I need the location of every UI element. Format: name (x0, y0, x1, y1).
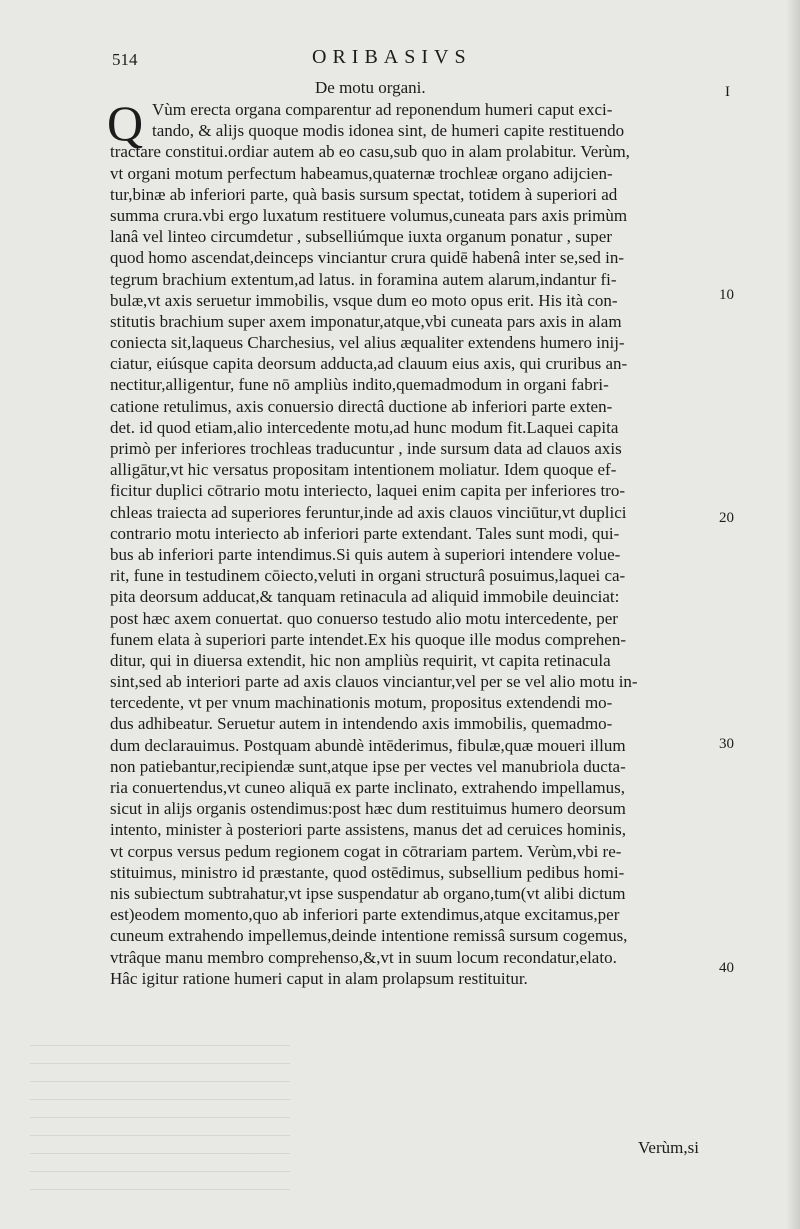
text-line: intento, minister à posteriori parte assistens, manus det ad ceruices hominis, (110, 820, 627, 840)
text-line: sint,sed ab interiori parte ad axis clauos vinciantur,vel per se vel alio motu in- (110, 672, 638, 692)
text-line: Vùm erecta organa comparentur ad reponendum humeri caput exci- (152, 100, 613, 119)
text-line: dum declarauimus. Postquam abundè intēderimus, fibulæ,quæ moueri illum (110, 735, 626, 755)
text-line: vtrâque manu membro comprehenso,&,vt in suum locum recondatur,elato. (110, 947, 617, 967)
catchword: Verùm,si (638, 1138, 699, 1157)
text-line: lanâ vel linteo circumdetur , subselliúmque iuxta organum ponatur , super (110, 227, 613, 247)
text-line: funem elata à superiori parte intendet.Ex his quoque ille modus comprehen- (110, 629, 626, 649)
text-line: bus ab inferiori parte intendimus.Si quis autem à superiori intendere volue- (110, 544, 621, 564)
page-edge-shadow (786, 0, 800, 1229)
text-line: nectitur,alligentur, fune nō ampliùs indito,quemadmodum in organi fabri- (110, 375, 609, 395)
text-line: ditur, qui in diuersa extendit, hic non ampliùs requirit, vt capita retinacula (110, 650, 611, 670)
margin-line-number: I (725, 84, 730, 100)
text-line: tercedente, vt per vnum machinationis motum, propositus extendendi mo- (110, 693, 613, 713)
margin-line-number: 30 (719, 736, 734, 752)
text-line: det. id quod etiam,alio intercedente motu,ad hunc modum fit.Laquei capita (110, 417, 619, 437)
text-line: tractare constitui.ordiar autem ab eo casu,sub quo in alam prolabitur. Verùm, (110, 142, 630, 162)
text-line: cuneum extrahendo impellemus,deinde intentione remissâ sursum cogemus, (110, 926, 628, 946)
text-line: vt organi motum perfectum habeamus,quaternæ trochleæ organo adijcien- (110, 163, 613, 183)
text-line: stituimus, ministro id præstante, quod ostēdimus, subsellium pedibus homi- (110, 862, 625, 882)
text-line: nis subiectum subtrahatur,vt ipse suspendatur ab organo,tum(vt alibi dictum (110, 883, 626, 903)
margin-line-number: 20 (719, 510, 734, 526)
text-line: tando, & alijs quoque modis idonea sint, de humeri capite restituendo (152, 121, 625, 141)
page-number: 514 (112, 50, 138, 69)
text-line: ria conuertendus,vt cuneo aliquā ex parte inclinato, extrahendo impellamus, (110, 778, 626, 797)
show-through-ink (30, 1040, 290, 1190)
text-line: ciatur, eiúsque capita deorsum adducta,ad clauum eius axis, qui cruribus an- (110, 354, 628, 374)
text-line: quod homo ascendat,deinceps vinciantur crura quidē habenâ inter se,sed in- (110, 248, 625, 268)
text-line: dus adhibeatur. Seruetur autem in intendendo axis immobilis, quemadmo- (110, 714, 613, 734)
text-line: alligātur,vt hic versatus propositam intentionem moliatur. Idem quoque ef- (110, 460, 617, 480)
text-line: est)eodem momento,quo ab inferiori parte extendimus,atque excitamus,per (110, 905, 620, 925)
text-line: contrario motu interiecto ab inferiori parte extendant. Tales sunt modi, qui- (110, 523, 620, 543)
text-line: vt corpus versus pedum regionem cogat in cōtrariam partem. Verùm,vbi re- (110, 841, 622, 861)
section-heading: De motu organi. (315, 78, 426, 97)
text-line: Hâc igitur ratione humeri caput in alam prolapsum restituitur. (110, 968, 528, 988)
text-line: coniecta sit,laqueus Charchesius, vel alius æqualiter extendens humero inij- (110, 333, 625, 353)
margin-line-number: 10 (719, 287, 734, 303)
text-line: post hæc axem conuertat. quo conuerso testudo alio motu intercedente, per (110, 608, 618, 628)
body-text (107, 95, 710, 989)
text-line: chleas traiecta ad superiores feruntur,inde ad axis clauos vinciūtur,vt duplici (110, 502, 627, 522)
margin-line-number: 40 (719, 960, 734, 976)
text-line: catione retulimus, axis conuersio directâ ductione ab inferiori parte exten- (110, 396, 613, 416)
text-line: primò per inferiores trochleas traducuntur , inde sursum data ad clauos axis (110, 439, 622, 458)
text-line: rit, fune in testudinem cōiecto,veluti in organi structurâ posuimus,laquei ca- (110, 566, 626, 586)
text-line: sicut in alijs organis ostendimus:post hæc dum restituimus humero deorsum (110, 799, 626, 819)
text-line: tegrum brachium extentum,ad latus. in foramina autem alarum,indantur fi- (110, 269, 617, 289)
text-line: stitutis brachium super axem imponatur,atque,vbi cuneata pars axis in alam (110, 311, 622, 331)
text-line: bulæ,vt axis seruetur immobilis, vsque dum eo moto opus erit. His ità con- (110, 290, 618, 310)
text-line: tur,binæ ab inferiori parte, quà basis sursum spectat, totidem à superiori ad (110, 184, 618, 204)
text-line: pita deorsum adducat,& tanquam retinacula ad aliquid immobile deuinciat: (110, 587, 620, 607)
drop-cap-initial: Q (107, 95, 144, 151)
text-line: non patiebantur,recipiendæ sunt,atque ipse per vectes vel manubriola ducta- (110, 756, 626, 776)
text-line: ficitur duplici cōtrario motu interiecto, laquei enim capita per inferiores tro- (110, 481, 625, 501)
text-line: summa crura.vbi ergo luxatum restituere volumus,cuneata pars axis primùm (110, 205, 628, 225)
running-head: ORIBASIVS (312, 46, 472, 68)
